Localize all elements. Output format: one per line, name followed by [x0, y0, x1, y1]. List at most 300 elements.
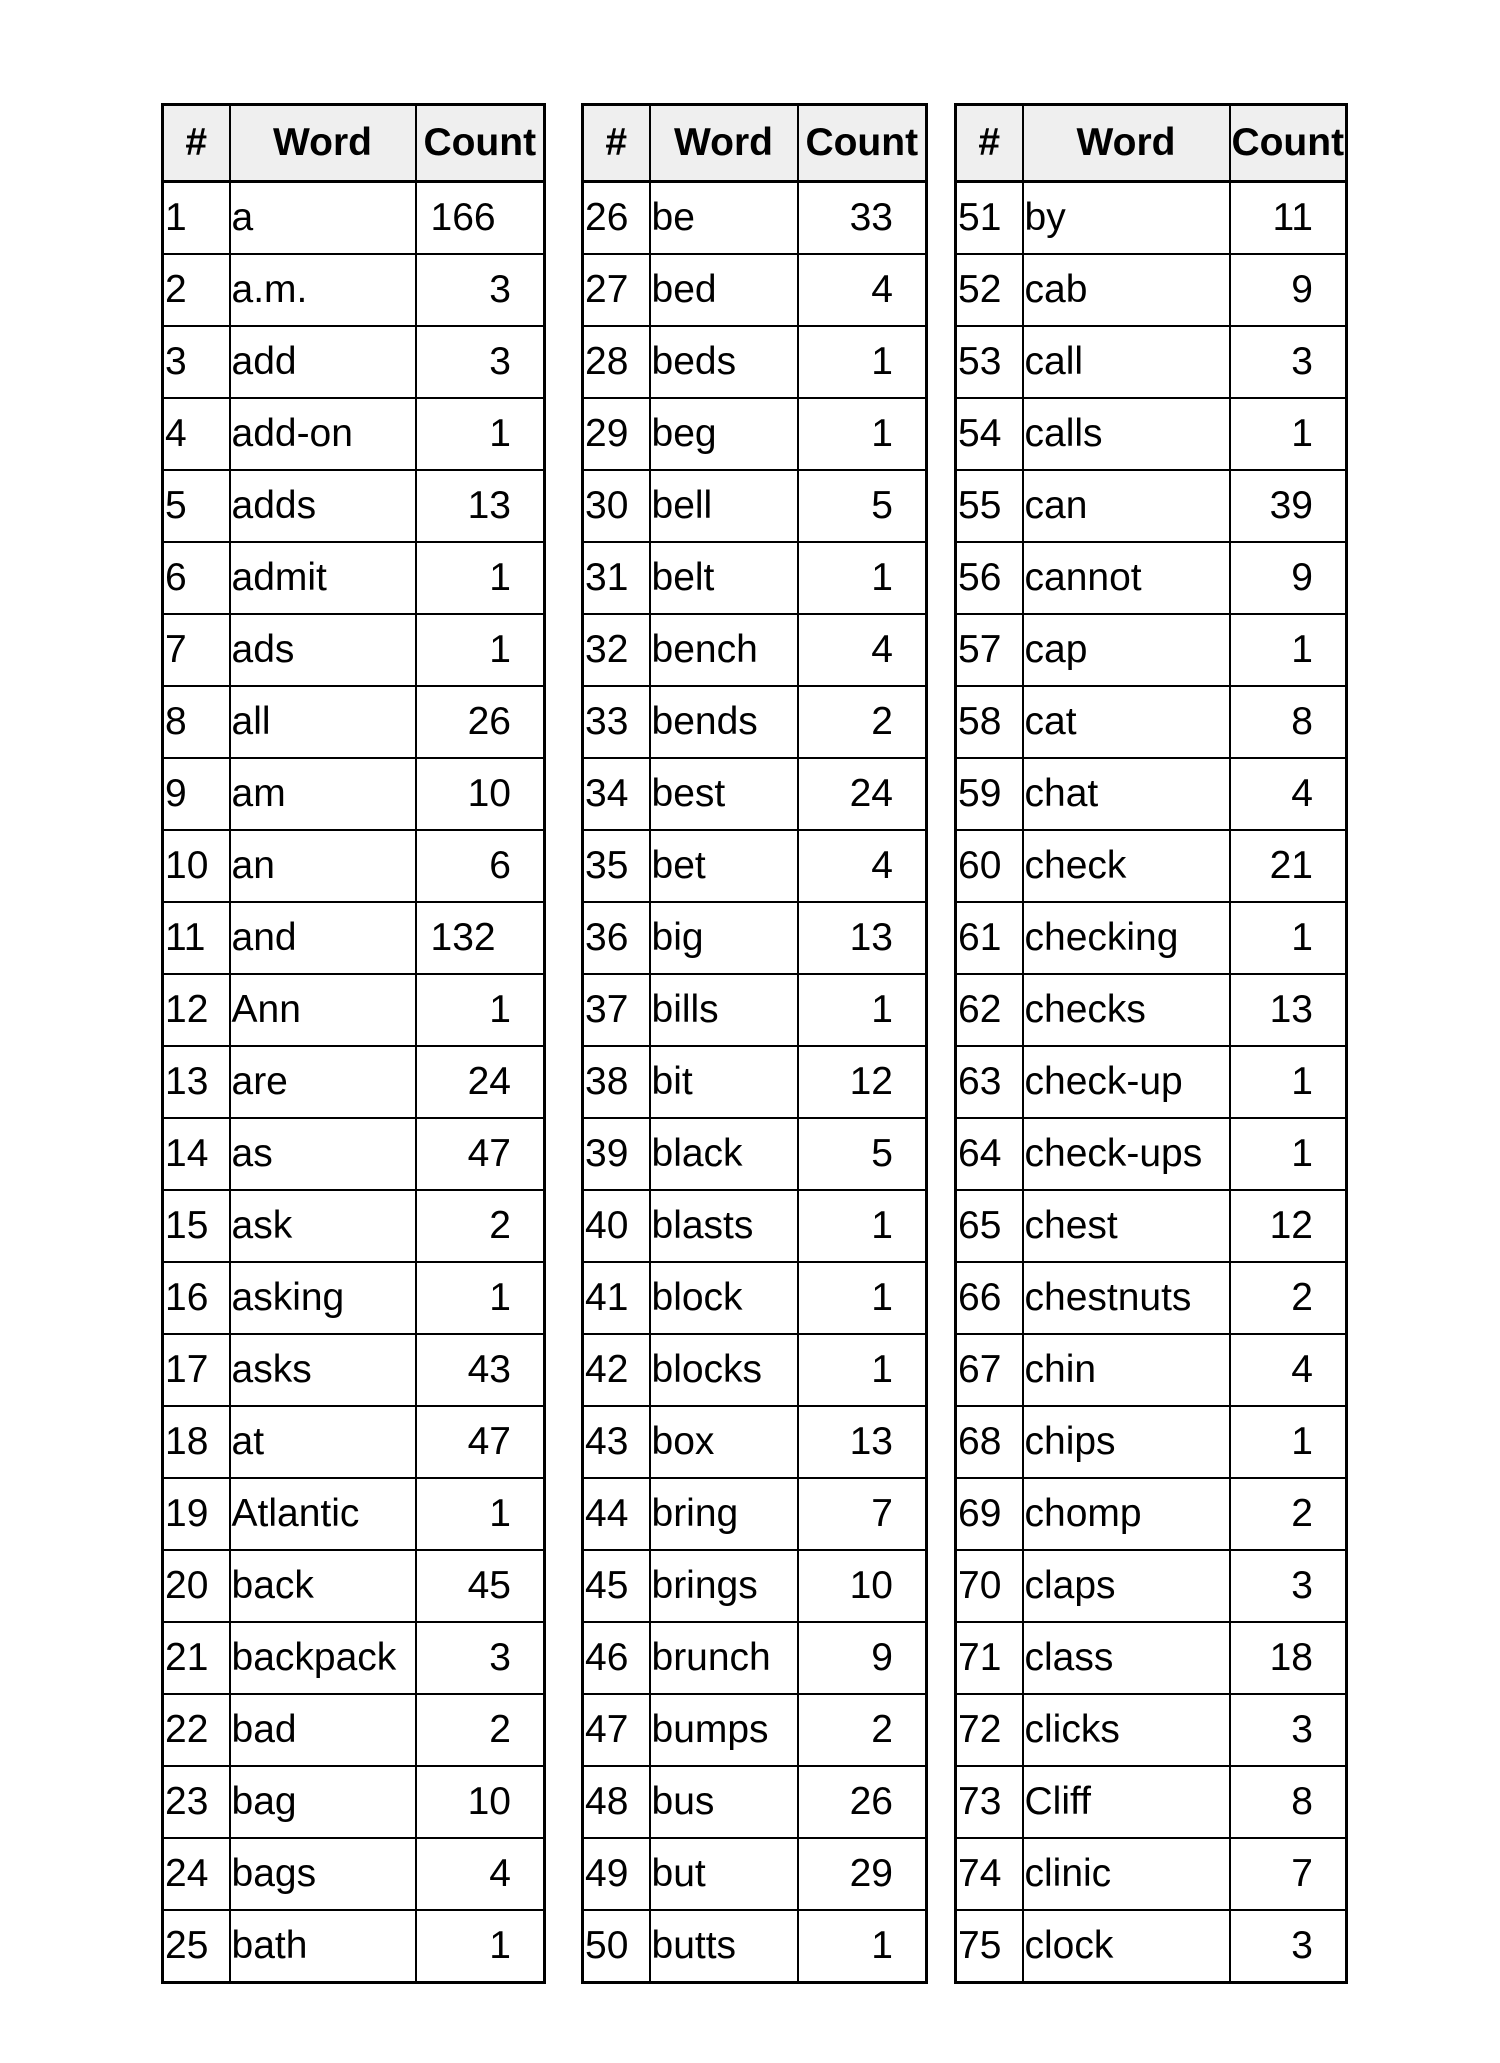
word-cell: cab	[1023, 254, 1230, 326]
count-cell: 2	[798, 686, 927, 758]
table-row	[163, 974, 545, 1046]
word-cell: as	[230, 1118, 416, 1190]
table-row	[163, 1046, 545, 1118]
row-number-cell: 50	[583, 1910, 650, 1983]
word-cell: belt	[650, 542, 798, 614]
row-number-cell: 65	[956, 1190, 1023, 1262]
row-number-cell: 3	[163, 326, 230, 398]
count-cell: 33	[798, 182, 927, 255]
word-cell: can	[1023, 470, 1230, 542]
table-row	[956, 398, 1347, 470]
count-cell: 1	[798, 1910, 927, 1983]
table-row	[163, 254, 545, 326]
table-row	[956, 326, 1347, 398]
count-cell: 1	[1230, 398, 1347, 470]
table-row	[163, 902, 545, 974]
word-cell: bags	[230, 1838, 416, 1910]
table-row	[163, 1550, 545, 1622]
word-cell: a	[230, 182, 416, 255]
count-cell: 24	[798, 758, 927, 830]
word-cell: add	[230, 326, 416, 398]
row-number-cell: 45	[583, 1550, 650, 1622]
count-cell: 26	[416, 686, 545, 758]
word-cell: an	[230, 830, 416, 902]
table-row	[956, 1694, 1347, 1766]
table-row	[163, 326, 545, 398]
count-cell: 47	[416, 1118, 545, 1190]
row-number-cell: 30	[583, 470, 650, 542]
table-row	[163, 1838, 545, 1910]
word-cell: ads	[230, 614, 416, 686]
count-cell: 7	[798, 1478, 927, 1550]
row-number-cell: 11	[163, 902, 230, 974]
word-count-table-3	[954, 103, 1348, 1984]
word-cell: claps	[1023, 1550, 1230, 1622]
word-cell: brings	[650, 1550, 798, 1622]
table-row	[956, 1406, 1347, 1478]
table-row	[163, 398, 545, 470]
table-body	[583, 182, 927, 1983]
table-row	[956, 830, 1347, 902]
row-number-cell: 53	[956, 326, 1023, 398]
row-number-cell: 35	[583, 830, 650, 902]
table-row	[583, 1910, 927, 1983]
table-row	[163, 1118, 545, 1190]
table-row	[583, 254, 927, 326]
word-cell: by	[1023, 182, 1230, 255]
word-cell: box	[650, 1406, 798, 1478]
word-cell: butts	[650, 1910, 798, 1983]
row-number-cell: 71	[956, 1622, 1023, 1694]
count-cell: 4	[1230, 1334, 1347, 1406]
word-cell: call	[1023, 326, 1230, 398]
count-cell: 1	[798, 542, 927, 614]
count-cell: 3	[416, 1622, 545, 1694]
word-cell: brunch	[650, 1622, 798, 1694]
table-row	[163, 182, 545, 255]
word-cell: asks	[230, 1334, 416, 1406]
row-number-cell: 66	[956, 1262, 1023, 1334]
table-row	[956, 902, 1347, 974]
count-cell: 10	[798, 1550, 927, 1622]
count-cell: 3	[1230, 326, 1347, 398]
count-cell: 26	[798, 1766, 927, 1838]
table-row	[956, 686, 1347, 758]
count-cell: 10	[416, 1766, 545, 1838]
word-cell: Cliff	[1023, 1766, 1230, 1838]
count-cell: 13	[1230, 974, 1347, 1046]
row-number-cell: 32	[583, 614, 650, 686]
row-number-cell: 48	[583, 1766, 650, 1838]
row-number-cell: 18	[163, 1406, 230, 1478]
row-number-cell: 68	[956, 1406, 1023, 1478]
row-number-cell: 61	[956, 902, 1023, 974]
row-number-cell: 38	[583, 1046, 650, 1118]
row-number-cell: 47	[583, 1694, 650, 1766]
table-header	[163, 105, 545, 182]
count-cell: 1	[416, 974, 545, 1046]
word-cell: clock	[1023, 1910, 1230, 1983]
row-number-cell: 33	[583, 686, 650, 758]
count-cell: 12	[798, 1046, 927, 1118]
header-count: Count	[1230, 105, 1347, 182]
count-cell: 11	[1230, 182, 1347, 255]
row-number-cell: 7	[163, 614, 230, 686]
word-cell: bath	[230, 1910, 416, 1983]
table-row	[956, 1046, 1347, 1118]
row-number-cell: 25	[163, 1910, 230, 1983]
row-number-cell: 59	[956, 758, 1023, 830]
row-number-cell: 73	[956, 1766, 1023, 1838]
table-row	[583, 1550, 927, 1622]
word-cell: blasts	[650, 1190, 798, 1262]
row-number-cell: 56	[956, 542, 1023, 614]
count-cell: 1	[416, 1262, 545, 1334]
row-number-cell: 1	[163, 182, 230, 255]
table-row	[163, 686, 545, 758]
count-cell: 1	[1230, 1118, 1347, 1190]
table-header	[583, 105, 927, 182]
header-count: Count	[416, 105, 545, 182]
row-number-cell: 67	[956, 1334, 1023, 1406]
row-number-cell: 2	[163, 254, 230, 326]
table-row	[583, 398, 927, 470]
count-cell: 13	[798, 902, 927, 974]
table-row	[956, 182, 1347, 255]
row-number-cell: 8	[163, 686, 230, 758]
word-cell: backpack	[230, 1622, 416, 1694]
word-cell: bills	[650, 974, 798, 1046]
word-cell: blocks	[650, 1334, 798, 1406]
count-cell: 2	[798, 1694, 927, 1766]
table-row	[956, 1478, 1347, 1550]
row-number-cell: 60	[956, 830, 1023, 902]
count-cell: 1	[416, 614, 545, 686]
word-cell: class	[1023, 1622, 1230, 1694]
count-cell: 13	[416, 470, 545, 542]
count-cell: 5	[798, 470, 927, 542]
word-cell: ask	[230, 1190, 416, 1262]
row-number-cell: 46	[583, 1622, 650, 1694]
table-row	[583, 902, 927, 974]
table-row	[163, 1910, 545, 1983]
word-count-table-1	[161, 103, 546, 1984]
word-cell: black	[650, 1118, 798, 1190]
row-number-cell: 22	[163, 1694, 230, 1766]
row-number-cell: 54	[956, 398, 1023, 470]
row-number-cell: 63	[956, 1046, 1023, 1118]
word-cell: bad	[230, 1694, 416, 1766]
word-cell: bell	[650, 470, 798, 542]
table-row	[163, 830, 545, 902]
row-number-cell: 37	[583, 974, 650, 1046]
count-cell: 3	[1230, 1550, 1347, 1622]
table-row	[583, 686, 927, 758]
table-row	[583, 758, 927, 830]
row-number-cell: 70	[956, 1550, 1023, 1622]
table-row	[583, 1190, 927, 1262]
word-count-table-2	[581, 103, 928, 1984]
word-cell: check-ups	[1023, 1118, 1230, 1190]
table-row	[163, 1262, 545, 1334]
count-cell: 1	[416, 398, 545, 470]
word-cell: chomp	[1023, 1478, 1230, 1550]
row-number-cell: 15	[163, 1190, 230, 1262]
word-cell: Ann	[230, 974, 416, 1046]
word-cell: at	[230, 1406, 416, 1478]
row-number-cell: 9	[163, 758, 230, 830]
table-row	[956, 974, 1347, 1046]
row-number-cell: 72	[956, 1694, 1023, 1766]
table-row	[583, 182, 927, 255]
count-cell: 13	[798, 1406, 927, 1478]
word-cell: checks	[1023, 974, 1230, 1046]
word-cell: chest	[1023, 1190, 1230, 1262]
table-row	[163, 1694, 545, 1766]
count-cell: 10	[416, 758, 545, 830]
row-number-cell: 13	[163, 1046, 230, 1118]
row-number-cell: 27	[583, 254, 650, 326]
table-row	[583, 1694, 927, 1766]
word-cell: cap	[1023, 614, 1230, 686]
row-number-cell: 39	[583, 1118, 650, 1190]
table-row	[583, 1262, 927, 1334]
count-cell: 1	[1230, 1406, 1347, 1478]
count-cell: 9	[798, 1622, 927, 1694]
table-row	[583, 1118, 927, 1190]
row-number-cell: 69	[956, 1478, 1023, 1550]
row-number-cell: 6	[163, 542, 230, 614]
count-cell: 8	[1230, 1766, 1347, 1838]
count-cell: 9	[1230, 254, 1347, 326]
table-row	[956, 1838, 1347, 1910]
row-number-cell: 43	[583, 1406, 650, 1478]
table-row	[583, 1622, 927, 1694]
table-row	[583, 1766, 927, 1838]
count-cell: 4	[798, 254, 927, 326]
table-row	[163, 1622, 545, 1694]
count-cell: 3	[1230, 1694, 1347, 1766]
row-number-cell: 36	[583, 902, 650, 974]
word-cell: are	[230, 1046, 416, 1118]
word-cell: add-on	[230, 398, 416, 470]
header-count: Count	[798, 105, 927, 182]
count-cell: 1	[1230, 1046, 1347, 1118]
count-cell: 2	[416, 1694, 545, 1766]
table-row	[956, 542, 1347, 614]
count-cell: 3	[416, 254, 545, 326]
table-row	[583, 1838, 927, 1910]
table-row	[956, 1910, 1347, 1983]
word-cell: beg	[650, 398, 798, 470]
header-word: Word	[1023, 105, 1230, 182]
row-number-cell: 14	[163, 1118, 230, 1190]
header-row	[163, 105, 545, 182]
row-number-cell: 57	[956, 614, 1023, 686]
count-cell: 2	[1230, 1262, 1347, 1334]
table-header	[956, 105, 1347, 182]
row-number-cell: 58	[956, 686, 1023, 758]
table-row	[583, 1046, 927, 1118]
table-body	[956, 182, 1347, 1983]
table-row	[163, 470, 545, 542]
count-cell: 5	[798, 1118, 927, 1190]
count-cell: 1	[798, 1262, 927, 1334]
word-cell: check	[1023, 830, 1230, 902]
table-row	[956, 1622, 1347, 1694]
word-cell: bus	[650, 1766, 798, 1838]
word-cell: best	[650, 758, 798, 830]
table-row	[583, 542, 927, 614]
table-row	[956, 1262, 1347, 1334]
count-cell: 24	[416, 1046, 545, 1118]
header-word: Word	[230, 105, 416, 182]
word-cell: chin	[1023, 1334, 1230, 1406]
count-cell: 1	[1230, 614, 1347, 686]
word-cell: be	[650, 182, 798, 255]
row-number-cell: 34	[583, 758, 650, 830]
word-cell: bet	[650, 830, 798, 902]
count-cell: 29	[798, 1838, 927, 1910]
word-cell: Atlantic	[230, 1478, 416, 1550]
count-cell: 1	[416, 1910, 545, 1983]
row-number-cell: 52	[956, 254, 1023, 326]
table-row	[163, 758, 545, 830]
header-row	[956, 105, 1347, 182]
word-cell: adds	[230, 470, 416, 542]
row-number-cell: 19	[163, 1478, 230, 1550]
row-number-cell: 29	[583, 398, 650, 470]
row-number-cell: 75	[956, 1910, 1023, 1983]
row-number-cell: 44	[583, 1478, 650, 1550]
count-cell: 3	[416, 326, 545, 398]
count-cell: 1	[416, 542, 545, 614]
table-row	[163, 1190, 545, 1262]
row-number-cell: 17	[163, 1334, 230, 1406]
table-row	[583, 1334, 927, 1406]
count-cell: 12	[1230, 1190, 1347, 1262]
word-cell: chat	[1023, 758, 1230, 830]
count-cell: 1	[798, 398, 927, 470]
header-number: #	[163, 105, 230, 182]
word-cell: bring	[650, 1478, 798, 1550]
header-word: Word	[650, 105, 798, 182]
count-cell: 4	[798, 830, 927, 902]
word-cell: bumps	[650, 1694, 798, 1766]
count-cell: 1	[798, 974, 927, 1046]
word-cell: big	[650, 902, 798, 974]
table-body	[163, 182, 545, 1983]
word-cell: bit	[650, 1046, 798, 1118]
row-number-cell: 55	[956, 470, 1023, 542]
word-cell: cat	[1023, 686, 1230, 758]
count-cell: 7	[1230, 1838, 1347, 1910]
table-row	[583, 614, 927, 686]
table-row	[956, 254, 1347, 326]
table-row	[163, 1766, 545, 1838]
header-number: #	[956, 105, 1023, 182]
table-row	[956, 614, 1347, 686]
table-row	[163, 614, 545, 686]
row-number-cell: 16	[163, 1262, 230, 1334]
count-cell: 1	[798, 1334, 927, 1406]
word-cell: am	[230, 758, 416, 830]
count-cell: 21	[1230, 830, 1347, 902]
row-number-cell: 23	[163, 1766, 230, 1838]
table-row	[583, 974, 927, 1046]
word-cell: bends	[650, 686, 798, 758]
table-row	[163, 1406, 545, 1478]
row-number-cell: 42	[583, 1334, 650, 1406]
count-cell: 1	[798, 1190, 927, 1262]
count-cell: 3	[1230, 1910, 1347, 1983]
word-cell: bed	[650, 254, 798, 326]
count-cell: 1	[416, 1478, 545, 1550]
header-number: #	[583, 105, 650, 182]
word-cell: back	[230, 1550, 416, 1622]
header-row	[583, 105, 927, 182]
table-row	[956, 1190, 1347, 1262]
table-row	[956, 1766, 1347, 1838]
row-number-cell: 10	[163, 830, 230, 902]
row-number-cell: 21	[163, 1622, 230, 1694]
count-cell: 1	[798, 326, 927, 398]
table-row	[163, 1478, 545, 1550]
row-number-cell: 41	[583, 1262, 650, 1334]
count-cell: 166	[416, 182, 545, 255]
row-number-cell: 64	[956, 1118, 1023, 1190]
table-row	[583, 470, 927, 542]
table-row	[956, 1334, 1347, 1406]
row-number-cell: 40	[583, 1190, 650, 1262]
table-row	[956, 1550, 1347, 1622]
table-row	[583, 830, 927, 902]
count-cell: 18	[1230, 1622, 1347, 1694]
count-cell: 8	[1230, 686, 1347, 758]
word-cell: chips	[1023, 1406, 1230, 1478]
row-number-cell: 26	[583, 182, 650, 255]
count-cell: 39	[1230, 470, 1347, 542]
row-number-cell: 51	[956, 182, 1023, 255]
word-cell: chestnuts	[1023, 1262, 1230, 1334]
word-cell: check-up	[1023, 1046, 1230, 1118]
word-cell: beds	[650, 326, 798, 398]
table-row	[583, 326, 927, 398]
count-cell: 4	[416, 1838, 545, 1910]
word-cell: clicks	[1023, 1694, 1230, 1766]
count-cell: 43	[416, 1334, 545, 1406]
count-cell: 9	[1230, 542, 1347, 614]
row-number-cell: 74	[956, 1838, 1023, 1910]
count-cell: 2	[416, 1190, 545, 1262]
word-cell: a.m.	[230, 254, 416, 326]
table-row	[583, 1478, 927, 1550]
table-row	[163, 1334, 545, 1406]
word-cell: bench	[650, 614, 798, 686]
row-number-cell: 62	[956, 974, 1023, 1046]
row-number-cell: 31	[583, 542, 650, 614]
word-cell: and	[230, 902, 416, 974]
row-number-cell: 49	[583, 1838, 650, 1910]
count-cell: 132	[416, 902, 545, 974]
table-row	[163, 542, 545, 614]
row-number-cell: 28	[583, 326, 650, 398]
row-number-cell: 12	[163, 974, 230, 1046]
word-cell: cannot	[1023, 542, 1230, 614]
word-cell: all	[230, 686, 416, 758]
count-cell: 4	[798, 614, 927, 686]
table-row	[956, 1118, 1347, 1190]
